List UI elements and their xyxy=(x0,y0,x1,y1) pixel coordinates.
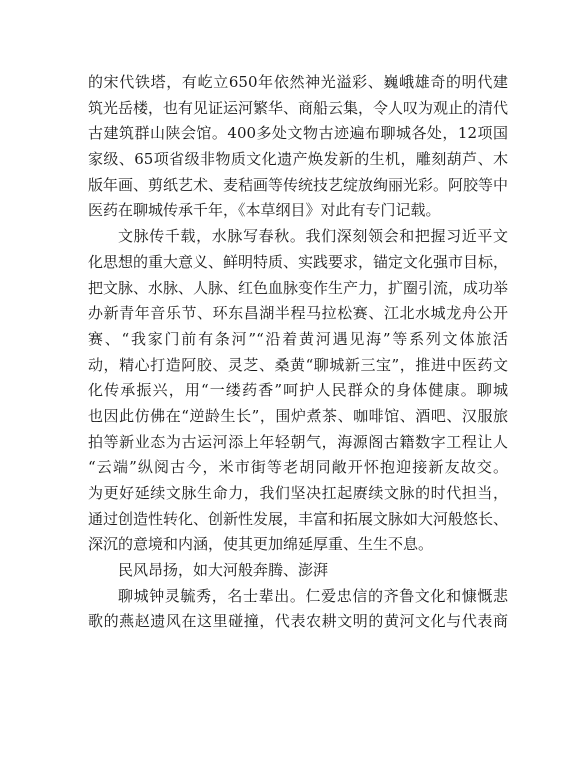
text-line: 家级、65项省级非物质文化遗产焕发新的生机，雕刻葫芦、木 xyxy=(88,150,508,169)
text-line: 的宋代铁塔，有屹立650年依然神光溢彩、巍峨雄奇的明代建 xyxy=(88,73,508,91)
text-line: 拍等新业态为古运河添上年轻朝气，海源阁古籍数字工程让人 xyxy=(88,432,508,451)
text-line: 赛、“我家门前有条河”“沿着黄河遇见海”等系列文体旅活 xyxy=(88,329,508,348)
text-line: 深沉的意境和内涵，使其更加绵延厚重、生生不息。 xyxy=(88,535,434,554)
text-line: 办新青年音乐节、环东昌湖半程马拉松赛、江北水城龙舟公开 xyxy=(88,304,508,323)
text-line: 化思想的重大意义、鲜明特质、实践要求，锚定文化强市目标， xyxy=(88,252,509,271)
text-line: 古建筑群山陕会馆。400多处文物古迹遍布聊城各处，12项国 xyxy=(88,124,508,143)
text-line: 歌的燕赵遗风在这里碰撞，代表农耕文明的黄河文化与代表商 xyxy=(88,612,508,631)
text-line: 聊城钟灵毓秀，名士辈出。仁爱忠信的齐鲁文化和慷慨悲 xyxy=(118,586,508,605)
text-line: 也因此仿佛在“逆龄生长”，围炉煮茶、咖啡馆、酒吧、汉服旅 xyxy=(88,406,508,425)
text-line: “云端”纵阅古今，米市街等老胡同敞开怀抱迎接新友故交。 xyxy=(88,458,508,477)
text-line: 民风昂扬，如大河般奔腾、澎湃 xyxy=(118,561,329,580)
text-line: 医药在聊城传承千年，《本草纲目》对此有专门记载。 xyxy=(88,201,441,220)
text-line: 筑光岳楼，也有见证运河繁华、商船云集，令人叹为观止的清代 xyxy=(88,98,509,117)
text-line: 化传承振兴，用“一缕药香”呵护人民群众的身体健康。聊城 xyxy=(88,381,508,400)
text-line: 版年画、剪纸艺术、麦秸画等传统技艺绽放绚丽光彩。阿胶等中 xyxy=(88,175,509,194)
text-line: 把文脉、水脉、人脉、红色血脉变作生产力，扩圈引流，成功举 xyxy=(88,278,509,297)
text-line: 为更好延续文脉生命力，我们坚决扛起赓续文脉的时代担当， xyxy=(88,484,508,502)
text-line: 文脉传千载，水脉写春秋。我们深刻领会和把握习近平文 xyxy=(118,227,508,246)
text-line: 动，精心打造阿胶、灵芝、桑黄“聊城新三宝”，推进中医药文 xyxy=(88,355,508,374)
text-line: 通过创造性转化、创新性发展，丰富和拓展文脉如大河般悠长、 xyxy=(88,509,509,528)
body-text xyxy=(88,70,508,635)
